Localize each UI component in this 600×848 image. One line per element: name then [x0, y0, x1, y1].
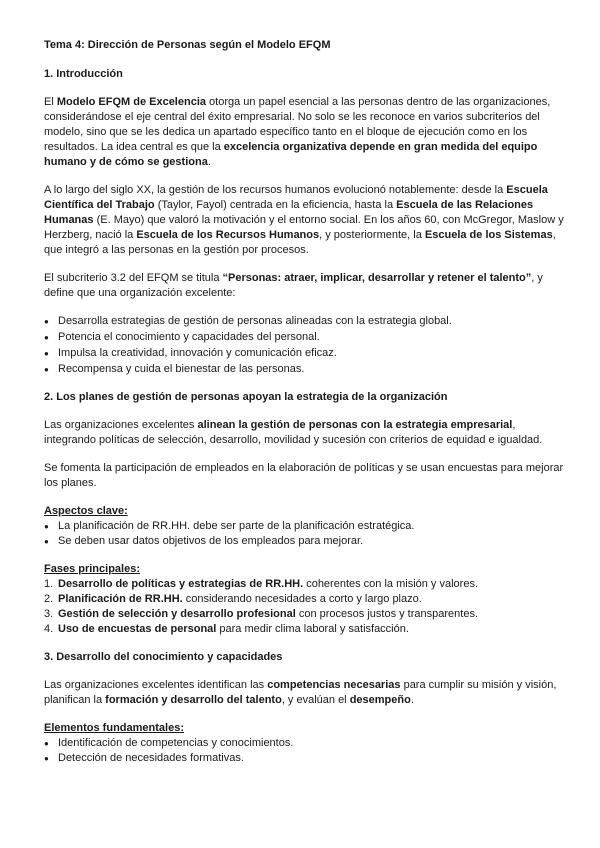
plans-paragraph-2: Se fomenta la participación de empleados en la elaboración de políticas y se usan encuestas para mejorar los planes. — [44, 462, 564, 489]
list-item: ● Impulsa la creatividad, innovación y comunicación eficaz. — [44, 346, 564, 361]
list-item: ● Desarrolla estrategias de gestión de personas alineadas con la estrategia global. — [44, 314, 564, 329]
document-page — [44, 38, 564, 779]
phases-subheading: Fases principales: — [44, 563, 140, 575]
list-item: 1. Desarrollo de políticas y estrategias de RR.HH. coherentes con la misión y valores. — [44, 578, 479, 590]
elements-subheading: Elementos fundamentales: — [44, 722, 184, 734]
document-title: Tema 4: Dirección de Personas según el Modelo EFQM — [44, 39, 331, 51]
intro-paragraph-3: El subcriterio 3.2 del EFQM se titula “Personas: atraer, implicar, desarrollar y retener el talento”, y define que una organización excelente: — [44, 272, 543, 299]
section-2-heading: 2. Los planes de gestión de personas apoyan la estrategia de la organización — [44, 391, 448, 403]
section-1-heading: 1. Introducción — [44, 68, 123, 80]
section-conocimiento — [44, 650, 564, 766]
excellence-bullet-list — [44, 314, 564, 377]
plans-paragraph-1: Las organizaciones excelentes alinean la gestión de personas con la estrategia empresarial, integrando políticas de selección, desarrollo, movilidad y sucesión con criterios de equidad e igualdad. — [44, 419, 543, 446]
list-item: ● Identificación de competencias y conocimientos. — [44, 736, 564, 751]
list-item: ● Se deben usar datos objetivos de los empleados para mejorar. — [44, 534, 564, 549]
list-item: ● Recompensa y cuida el bienestar de las personas. — [44, 362, 564, 377]
elements-list — [44, 736, 564, 766]
phases-list — [44, 577, 564, 637]
section-3-heading: 3. Desarrollo del conocimiento y capacidades — [44, 651, 283, 663]
intro-paragraph-1: El Modelo EFQM de Excelencia otorga un papel esencial a las personas dentro de las organizaciones, considerándose el eje central del éxito empresarial. No solo se les reconoce en varios subcriterios del modelo, sino que se les dedica un apartado específico tanto en el bloque de ejecución como en los resultados. La idea central es que la excelencia organizativa depende en gran medida del equipo humano y de cómo se gestiona. — [44, 96, 551, 168]
knowledge-paragraph-1: Las organizaciones excelentes identifican las competencias necesarias para cumplir su misión y visión, planifican la formación y desarrollo del talento, y evalúan el desempeño. — [44, 679, 557, 706]
aspects-list — [44, 519, 564, 549]
list-item: 4. Uso de encuestas de personal para medir clima laboral y satisfacción. — [44, 623, 409, 635]
section-introduccion — [44, 67, 564, 377]
list-item: 2. Planificación de RR.HH. considerando necesidades a corto y largo plazo. — [44, 593, 422, 605]
intro-paragraph-2: A lo largo del siglo XX, la gestión de los recursos humanos evolucionó notablemente: desde la Escuela Científica del Trabajo (Taylor, Fayol) centrada en la eficiencia, hasta la Escuela de las Relaciones Humanas (E. Mayo) que valoró la motivación y el entorno social. En los años 60, con McGregor, Maslow y Herzberg, nació la Escuela de los Recursos Humanos, y posteriormente, la Escuela de los Sistemas, que integró a las personas en la gestión por procesos. — [44, 184, 564, 256]
section-planes-gestion — [44, 390, 564, 637]
list-item: 3. Gestión de selección y desarrollo profesional con procesos justos y transparentes. — [44, 608, 479, 620]
list-item: ● Detección de necesidades formativas. — [44, 751, 564, 766]
list-item: ● La planificación de RR.HH. debe ser parte de la planificación estratégica. — [44, 519, 564, 534]
aspects-subheading: Aspectos clave: — [44, 505, 128, 517]
list-item: ● Potencia el conocimiento y capacidades del personal. — [44, 330, 564, 345]
